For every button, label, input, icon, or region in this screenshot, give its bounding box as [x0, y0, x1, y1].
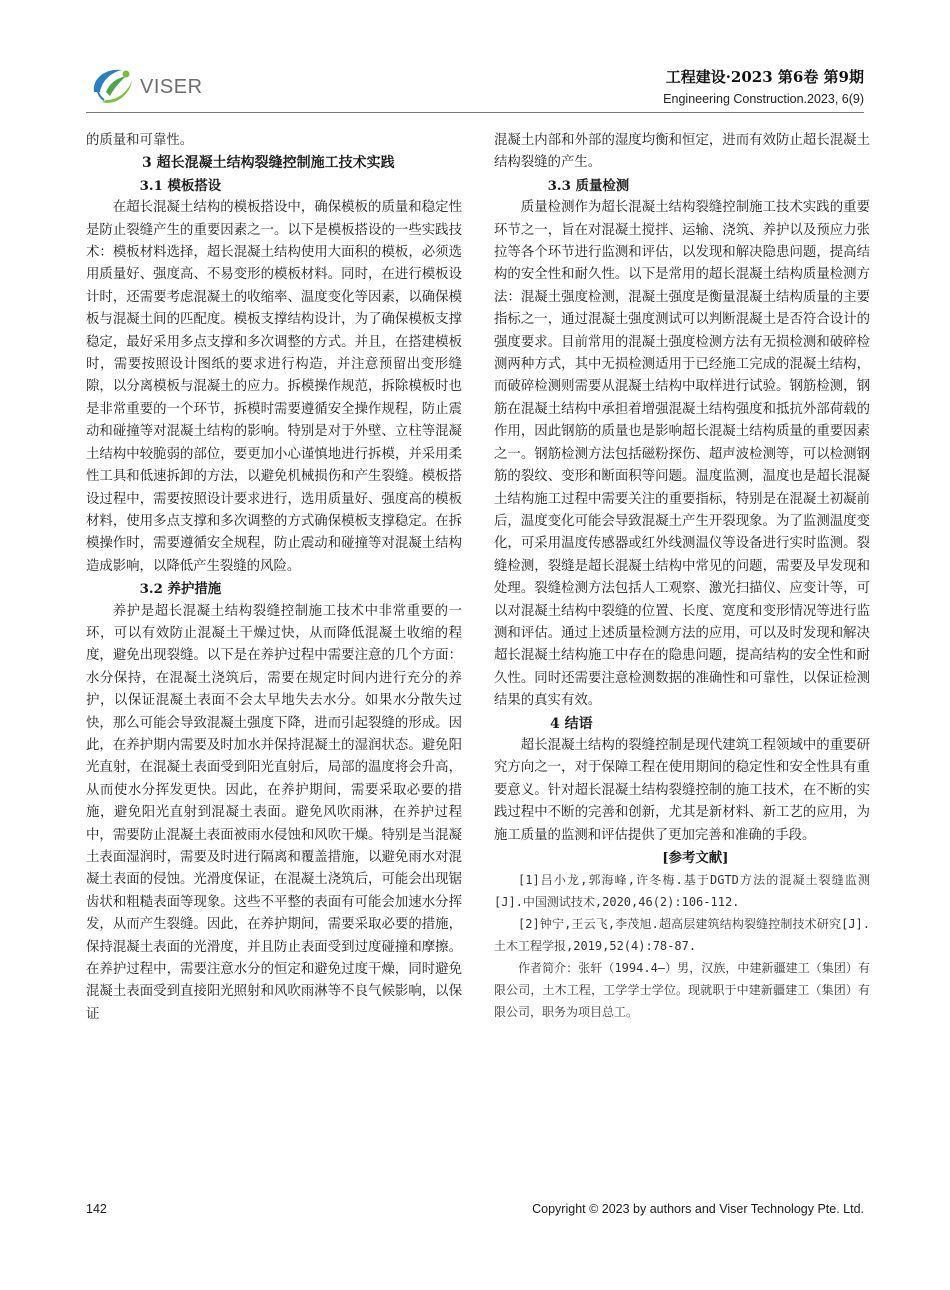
section-3-3-heading: 3.3 质量检测	[547, 177, 630, 194]
reference-2: [2]钟宁,王云飞,李茂旭.超高层建筑结构裂缝控制技术研究[J].土木工程学报,2019,52(4):78-87.	[494, 917, 870, 954]
viser-logo-icon	[88, 62, 138, 110]
journal-title-cn: 工程建设·2023 第6卷 第9期	[665, 68, 864, 86]
intro-tail-paragraph: 的质量和可靠性。	[86, 133, 194, 148]
section-3-3-body: 质量检测作为超长混凝土结构裂缝控制施工技术实践的重要环节之一，旨在对混凝土搅拌、运输、浇筑、养护以及预应力张拉等各个环节进行监测和评估，以发现和解决隐患问题，提高结构的安全性和耐久性。以下是常用的超长混凝土结构质量检测方法：混凝土强度检测，混凝土强度是衡量混凝土结构质量的主要指标之一，通过混凝土强度测试可以判断混凝土是否符合设计的强度要求。目前常用的混凝土强度检测方法有无损检测和破碎检测两种方式，其中无损检测适用于已经施工完成的混凝土结构，而破碎检测则需要从混凝土结构中取样进行试验。钢筋检测，钢筋在混凝土结构中承担着增强混凝土结构强度和抵抗外部荷载的作用，因此钢筋的质量也是影响超长混凝土结构质量的重要因素之一。钢筋检测方法包括磁粉探伤、超声波检测等，可以检测钢筋的裂纹、变形和断面积等问题。温度监测，温度也是超长混凝土结构施工过程中需要关注的重要指标，特别是在混凝土初凝前后，温度变化可能会导致混凝土产生开裂现象。为了监测温度变化，可采用温度传感器或红外线测温仪等设备进行实时监测。裂缝检测，裂缝是超长混凝土结构中常见的问题，需要及早发现和处理。裂缝检测方法包括人工观察、激光扫描仪、应变计等，可以对混凝土结构中裂缝的位置、长度、宽度和变形情况等进行监测和评估。通过上述质量检测方法的应用，可以及时发现和解决超长混凝土结构施工中存在的隐患问题，提高结构的安全性和耐久性。同时还需要注意检测数据的准确性和可靠性，以保证检测结果的真实有效。	[494, 200, 870, 709]
section-3-heading: 3 超长混凝土结构裂缝控制施工技术实践	[142, 155, 395, 172]
section-3-1-body: 在超长混凝土结构的模板搭设中，确保模板的质量和稳定性是防止裂缝产生的重要因素之一。以下是模板搭设的一些实践技术：模板材料选择，超长混凝土结构使用大面积的模板，必须选用质量好、强度高、不易变形的模板材料。同时，在进行模板设计时，还需要考虑混凝土的收缩率、温度变化等因素，以确保模板与混凝土间的匹配度。模板支撑结构设计，为了确保模板支撑稳定，最好采用多点支撑和多次调整的方式。并且，在搭建模板时，需要按照设计图纸的要求进行构造，并注意预留出变形缝隙，以分离模板与混凝土的应力。拆模操作规范，拆除模板时也是非常重要的一个环节，拆模时需要遵循安全操作规程，防止震动和碰撞等对混凝土结构的影响。特别是对于外壁、立柱等混凝土结构中较脆弱的部位，要更加小心谨慎地进行拆模，并采用柔性工具和低速拆卸的方法，以避免机械损伤和产生裂缝。模板搭设过程中，需要按照设计要求进行，选用质量好、强度高的模板材料，使用多点支撑和多次调整的方式确保模板支撑稳定。在拆模操作时，需要遵循安全规程，防止震动和碰撞等对混凝土结构造成影响，以降低产生裂缝的风险。	[86, 200, 462, 574]
section-3-1-heading: 3.1 模板搭设	[139, 177, 222, 194]
page-header	[0, 0, 950, 120]
section-3-2-continuation: 混凝土内部和外部的湿度均衡和恒定，进而有效防止超长混凝土结构裂缝的产生。	[494, 133, 870, 171]
right-column	[494, 130, 870, 1170]
page-number: 142	[86, 1202, 107, 1216]
copyright-notice: Copyright © 2023 by authors and Viser Technology Pte. Ltd.	[532, 1202, 864, 1216]
section-4-body: 超长混凝土结构的裂缝控制是现代建筑工程领域中的重要研究方向之一，对于保障工程在使用期间的稳定性和安全性具有重要意义。针对超长混凝土结构裂缝控制的施工技术，在不断的实践过程中不断的完善和创新，尤其是新材料、新工艺的应用，为施工质量的监测和评估提供了更加完善和准确的手段。	[494, 737, 870, 843]
section-4-heading: 4 结语	[550, 715, 593, 732]
viser-logo	[88, 62, 218, 112]
header-divider	[86, 112, 864, 113]
author-bio: 作者简介：张轩（1994.4—）男，汉族，中建新疆建工（集团）有限公司，土木工程，工学学士学位。现就职于中建新疆建工（集团）有限公司，职务为项目总工。	[494, 961, 870, 1020]
section-3-2-heading: 3.2 养护措施	[139, 581, 222, 598]
journal-title-en: Engineering Construction.2023, 6(9)	[663, 92, 864, 106]
logo-text: VISER	[140, 76, 203, 98]
reference-1: [1]吕小龙,郭海峰,许冬梅.基于DGTD方法的混凝土裂缝监测[J].中国测试技术,2020,46(2):106-112.	[494, 873, 870, 910]
left-column	[86, 130, 462, 1170]
references-heading: [参考文献]	[662, 850, 729, 866]
section-3-2-body: 养护是超长混凝土结构裂缝控制施工技术中非常重要的一环，可以有效防止混凝土干燥过快，从而降低混凝土收缩的程度，避免出现裂缝。以下是在养护过程中需要注意的几个方面：水分保持，在混凝土浇筑后，需要在规定时间内进行充分的养护，以保证混凝土表面不会太早地失去水分。如果水分散失过快，那么可能会导致混凝土强度下降，进而引起裂缝的形成。因此，在养护期内需要及时加水并保持混凝土的湿润状态。避免阳光直射，在混凝土表面受到阳光直射后，局部的温度将会升高，从而使水分挥发更快。因此，在养护期间，需要采取必要的措施，避免阳光直射到混凝土表面。避免风吹雨淋，在养护过程中，需要防止混凝土表面被雨水侵蚀和风吹干燥。特别是当混凝土表面湿润时，需要及时进行隔离和覆盖措施，以避免雨水对混凝土表面的侵蚀。光滑度保证，在混凝土浇筑后，可能会出现锯齿状和粗糙表面等现象。这些不平整的表面有可能会加速水分挥发，从而产生裂缝。因此，在养护期间，需要采取必要的措施，保持混凝土表面的光滑度，并且防止表面受到过度碰撞和摩擦。在养护过程中，需要注意水分的恒定和避免过度干燥，同时避免混凝土表面受到直接阳光照射和风吹雨淋等不良气候影响，以保证	[86, 603, 462, 1022]
